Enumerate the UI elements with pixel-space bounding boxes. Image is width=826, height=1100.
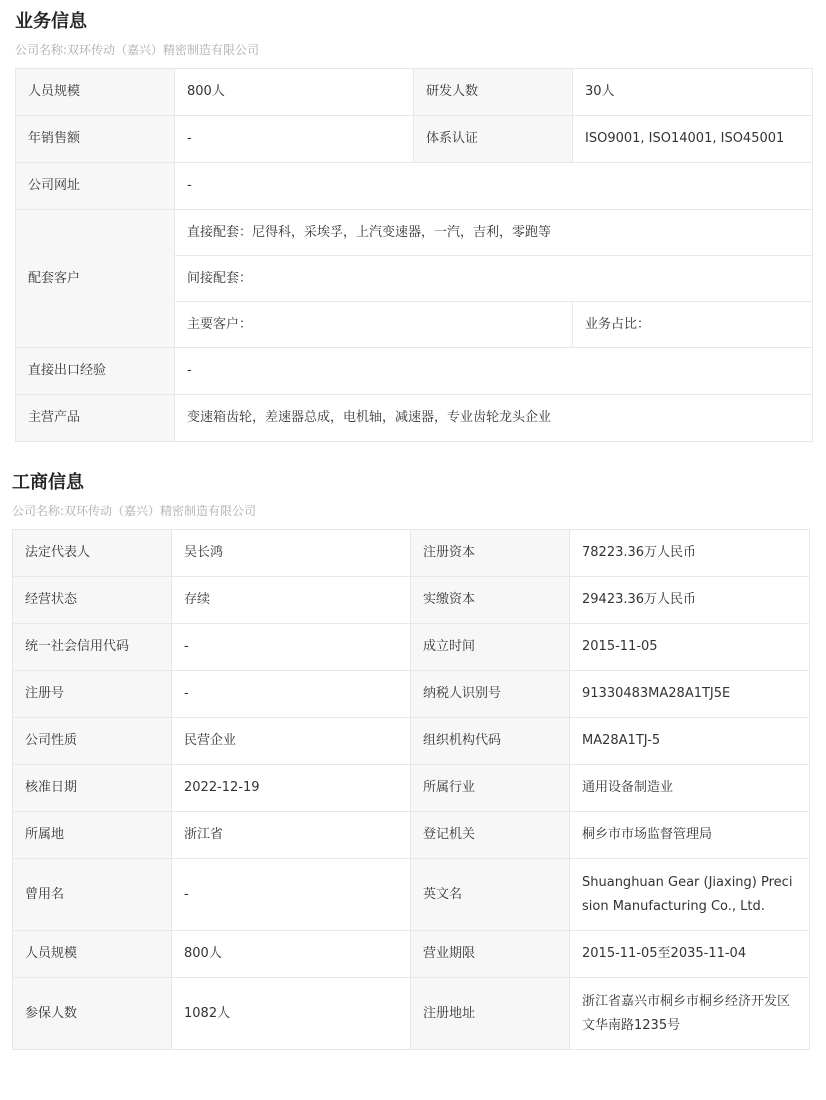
table-row: [13, 859, 810, 931]
field-value: Shuanghuan Gear (Jiaxing) Precision Manufacturing Co., Ltd.: [570, 859, 810, 931]
field-value: -: [172, 624, 411, 671]
main-customers: 主要客户：: [175, 302, 573, 348]
field-label: 核准日期: [13, 765, 172, 812]
export-label: 直接出口经验: [16, 348, 175, 395]
table-row: [13, 931, 810, 978]
field-label: 注册地址: [411, 978, 570, 1050]
business-info-section: [15, 10, 812, 442]
field-value: 1082人: [172, 978, 411, 1050]
table-row: [13, 671, 810, 718]
table-row: [16, 69, 813, 116]
field-label: 曾用名: [13, 859, 172, 931]
field-label: 所属行业: [411, 765, 570, 812]
field-value: 民营企业: [172, 718, 411, 765]
field-value: -: [172, 859, 411, 931]
business-company-name: 公司名称:双环传动（嘉兴）精密制造有限公司: [15, 43, 260, 57]
field-label: 人员规模: [13, 931, 172, 978]
field-label: 公司性质: [13, 718, 172, 765]
table-row: [16, 395, 813, 442]
field-value: 2015-11-05至2035-11-04: [570, 931, 810, 978]
field-label: 参保人数: [13, 978, 172, 1050]
field-value: 78223.36万人民币: [570, 530, 810, 577]
field-label: 登记机关: [411, 812, 570, 859]
staff-scale-label: 人员规模: [16, 69, 175, 116]
field-value: MA28A1TJ-5: [570, 718, 810, 765]
registry-info-section: [12, 471, 809, 1050]
field-value: -: [172, 671, 411, 718]
products-label: 主营产品: [16, 395, 175, 442]
table-row: [13, 624, 810, 671]
field-value: 吴长鸿: [172, 530, 411, 577]
registry-company-name: 公司名称:双环传动（嘉兴）精密制造有限公司: [12, 504, 257, 518]
staff-scale-value: 800人: [175, 69, 414, 116]
field-label: 成立时间: [411, 624, 570, 671]
registry-info-table: [12, 529, 810, 1050]
table-row: [13, 577, 810, 624]
table-row: [16, 210, 813, 256]
field-label: 英文名: [411, 859, 570, 931]
business-share: 业务占比：: [573, 302, 813, 348]
field-label: 纳税人识别号: [411, 671, 570, 718]
export-value: -: [175, 348, 813, 395]
field-label: 注册号: [13, 671, 172, 718]
table-row: [13, 765, 810, 812]
website-label: 公司网址: [16, 163, 175, 210]
table-row: [16, 116, 813, 163]
table-row: [13, 718, 810, 765]
field-value: 浙江省嘉兴市桐乡市桐乡经济开发区文华南路1235号: [570, 978, 810, 1050]
certification-label: 体系认证: [414, 116, 573, 163]
website-value: -: [175, 163, 813, 210]
registry-info-title: 工商信息: [12, 472, 84, 493]
indirect-supply: 间接配套：: [175, 256, 813, 302]
field-label: 法定代表人: [13, 530, 172, 577]
business-info-title: 业务信息: [15, 11, 87, 32]
field-value: 浙江省: [172, 812, 411, 859]
direct-supply: 直接配套：尼得科，采埃孚，上汽变速器，一汽，吉利，零跑等: [175, 210, 813, 256]
field-label: 所属地: [13, 812, 172, 859]
table-row: [13, 530, 810, 577]
table-row: [13, 978, 810, 1050]
field-label: 经营状态: [13, 577, 172, 624]
rd-count-value: 30人: [573, 69, 813, 116]
field-value: 29423.36万人民币: [570, 577, 810, 624]
field-label: 统一社会信用代码: [13, 624, 172, 671]
business-info-table: [15, 68, 813, 442]
field-value: 2022-12-19: [172, 765, 411, 812]
customers-label: 配套客户: [16, 210, 175, 348]
field-value: 桐乡市市场监督管理局: [570, 812, 810, 859]
field-value: 通用设备制造业: [570, 765, 810, 812]
field-value: 800人: [172, 931, 411, 978]
field-label: 注册资本: [411, 530, 570, 577]
products-value: 变速箱齿轮，差速器总成，电机轴，减速器，专业齿轮龙头企业: [175, 395, 813, 442]
field-label: 营业期限: [411, 931, 570, 978]
field-label: 组织机构代码: [411, 718, 570, 765]
annual-sales-value: -: [175, 116, 414, 163]
field-value: 91330483MA28A1TJ5E: [570, 671, 810, 718]
field-label: 实缴资本: [411, 577, 570, 624]
table-row: [16, 163, 813, 210]
table-row: [16, 348, 813, 395]
table-row: [13, 812, 810, 859]
certification-value: ISO9001, ISO14001, ISO45001: [573, 116, 813, 163]
rd-count-label: 研发人数: [414, 69, 573, 116]
annual-sales-label: 年销售额: [16, 116, 175, 163]
field-value: 存续: [172, 577, 411, 624]
field-value: 2015-11-05: [570, 624, 810, 671]
